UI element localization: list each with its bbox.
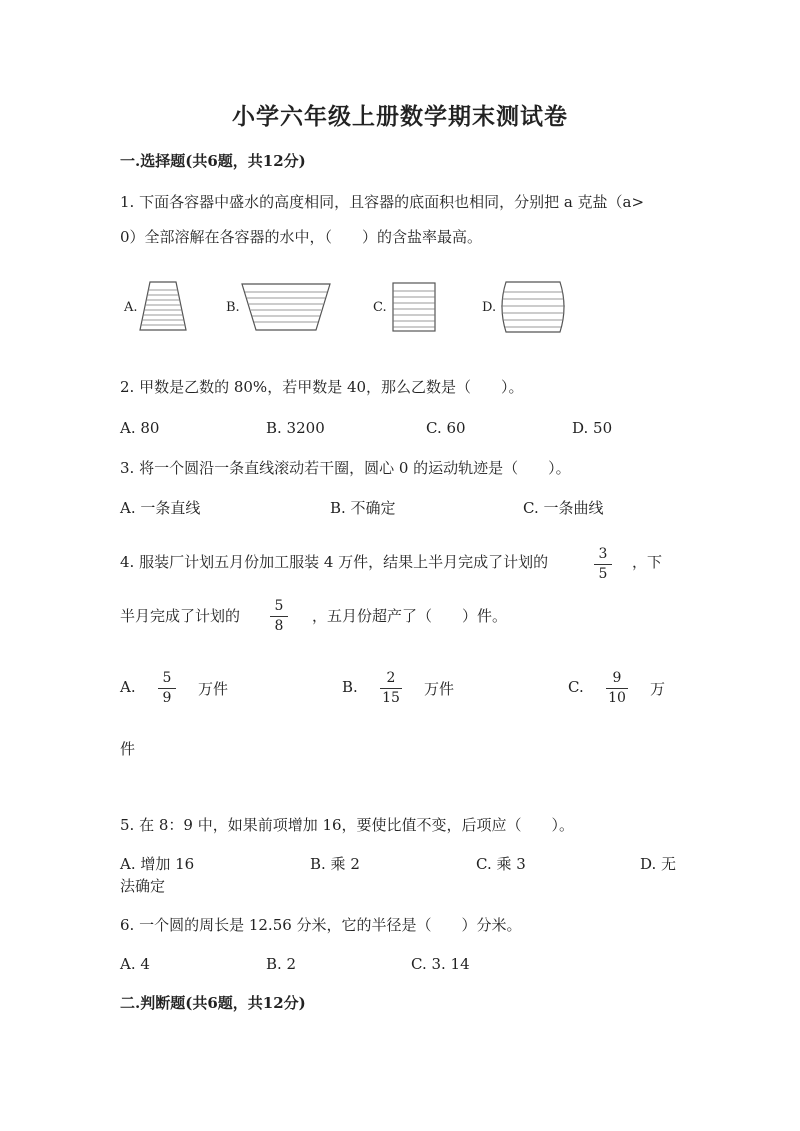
q4-fraction-five-eighths [270, 598, 288, 634]
q1-option-b-label: B. [226, 300, 240, 315]
q4-fraction-three-fifths [594, 546, 612, 582]
page-title: 小学六年级上册数学期末测试卷 [232, 103, 568, 130]
fraction-numerator: 3 [598, 546, 608, 562]
q4-option-b-fraction [380, 670, 402, 706]
question-1-line-1: 1. 下面各容器中盛水的高度相同，且容器的底面积也相同，分别把 a 克盐（a> [120, 193, 645, 211]
q4-option-c-unit-wrap: 件 [120, 740, 136, 758]
q4-option-a-unit: 万件 [198, 680, 229, 698]
fraction-numerator: 5 [162, 670, 172, 686]
q6-option-a: A. 4 [120, 955, 150, 973]
q6-option-c: C. 3. 14 [411, 955, 470, 973]
q1-container-b-inverted-trapezoid [242, 282, 332, 334]
q5-option-c: C. 乘 3 [476, 855, 526, 873]
q1-container-a-trapezoid [140, 280, 190, 335]
q1-option-c-label: C. [373, 300, 387, 315]
q1-option-a-label: A. [124, 300, 138, 315]
q3-option-b: B. 不确定 [330, 499, 396, 517]
fraction-numerator: 2 [386, 670, 396, 686]
fraction-bar [380, 688, 402, 689]
question-3: 3. 将一个圆沿一条直线滚动若干圈，圆心 0 的运动轨迹是（ ）。 [120, 459, 571, 477]
fraction-bar [270, 616, 288, 617]
q1-container-d-barrel [500, 280, 566, 336]
q4-option-c-unit: 万 [650, 680, 666, 698]
section-heading-judgment: 二.判断题(共6题，共12分) [120, 994, 306, 1012]
q2-option-a: A. 80 [120, 419, 160, 437]
q4-option-a-label: A. [120, 678, 136, 696]
question-4-line-2-end: ，五月份超产了（ ）件。 [312, 607, 508, 625]
question-4-line-1: 4. 服装厂计划五月份加工服装 4 万件，结果上半月完成了计划的 [120, 553, 549, 571]
q4-option-b-label: B. [342, 678, 358, 696]
fraction-bar [606, 688, 628, 689]
q5-option-d-wrap: 法确定 [120, 877, 166, 895]
q5-option-b: B. 乘 2 [310, 855, 360, 873]
q1-option-d-label: D. [482, 300, 497, 315]
q4-option-b-unit: 万件 [424, 680, 455, 698]
q3-option-c: C. 一条曲线 [523, 499, 604, 517]
fraction-numerator: 9 [612, 670, 622, 686]
q2-option-b: B. 3200 [266, 419, 325, 437]
question-6: 6. 一个圆的周长是 12.56 分米，它的半径是（ ）分米。 [120, 916, 522, 934]
question-2: 2. 甲数是乙数的 80%，若甲数是 40，那么乙数是（ ）。 [120, 378, 524, 396]
question-4-line-1-end: ，下 [632, 553, 663, 571]
q4-option-c-label: C. [568, 678, 584, 696]
q5-option-a: A. 增加 16 [120, 855, 195, 873]
q4-option-a-fraction [158, 670, 176, 706]
fraction-denominator: 8 [274, 618, 284, 634]
fraction-bar [158, 688, 176, 689]
question-4-line-2-start: 半月完成了计划的 [120, 607, 241, 625]
question-5: 5. 在 8：9 中，如果前项增加 16，要使比值不变，后项应（ ）。 [120, 816, 575, 834]
q6-option-b: B. 2 [266, 955, 297, 973]
q5-option-d: D. 无 [640, 855, 677, 873]
fraction-bar [594, 564, 612, 565]
fraction-denominator: 15 [382, 690, 400, 706]
section-heading-choice: 一.选择题(共6题，共12分) [120, 152, 306, 170]
q1-container-c-rectangle [392, 282, 438, 334]
fraction-denominator: 5 [598, 566, 608, 582]
q2-option-c: C. 60 [426, 419, 466, 437]
question-1-line-2: 0）全部溶解在各容器的水中，（ ）的含盐率最高。 [120, 228, 483, 246]
q3-option-a: A. 一条直线 [120, 499, 201, 517]
q4-option-c-fraction [606, 670, 628, 706]
fraction-numerator: 5 [274, 598, 284, 614]
q2-option-d: D. 50 [572, 419, 613, 437]
fraction-denominator: 10 [608, 690, 626, 706]
fraction-denominator: 9 [162, 690, 172, 706]
